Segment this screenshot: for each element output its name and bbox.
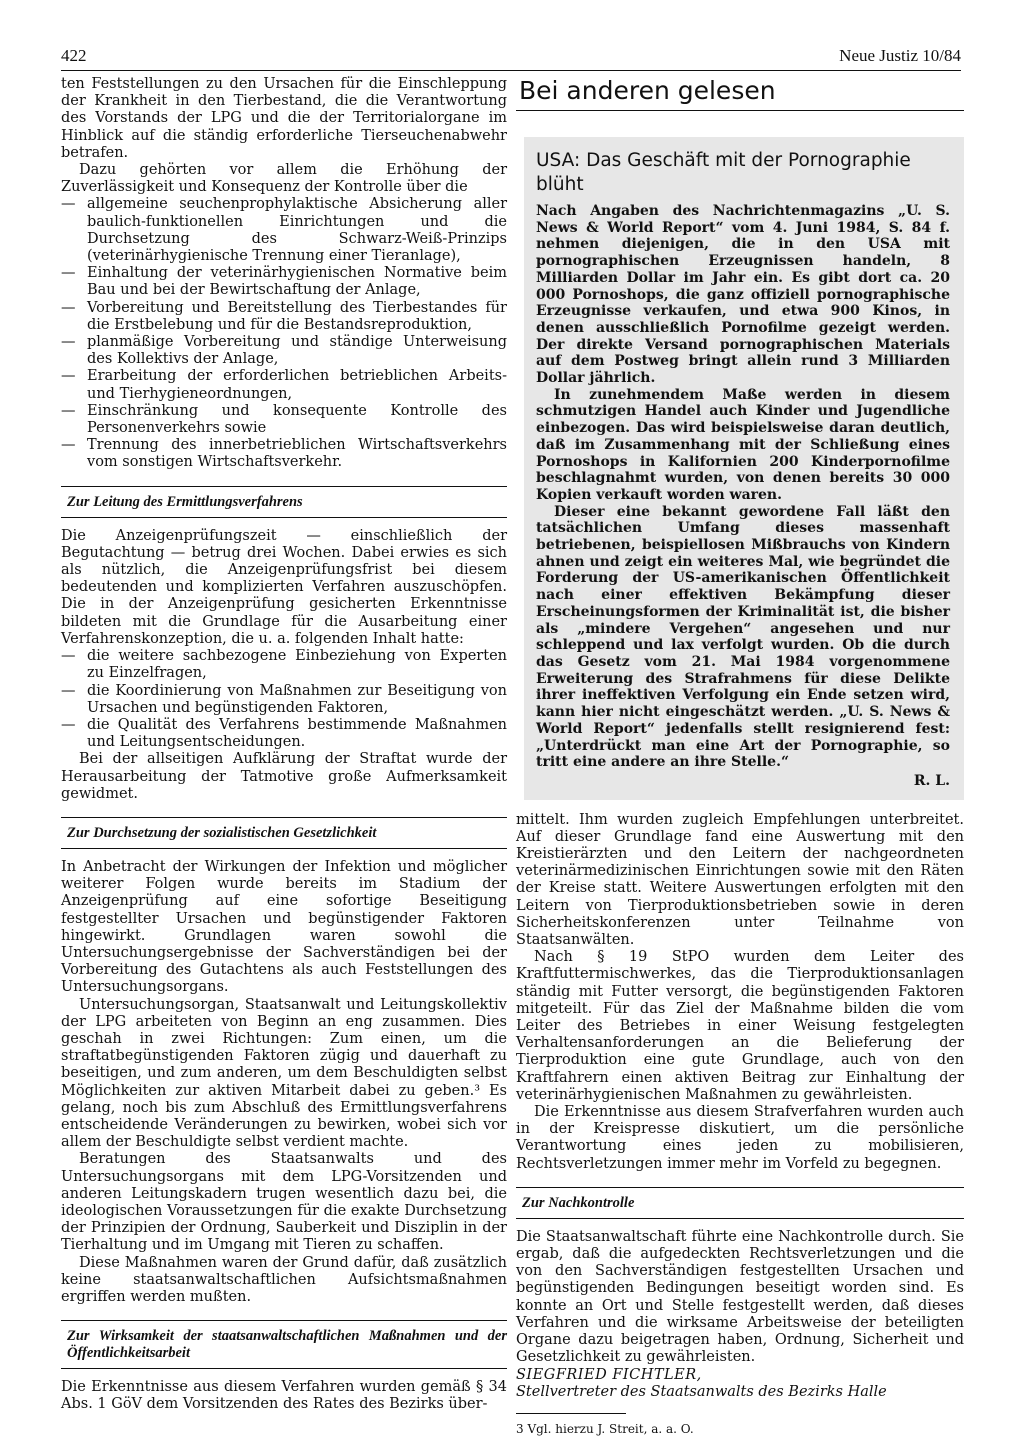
paragraph: Beratungen des Staatsanwalts und des Untersuchungsorgans mit dem LPG-Vorsitzenden und anderen Leitungskadern trugen wesentlich dazu bei, die ideologischen Voraussetzungen für die exakte Durchsetzung der Prinzipien der Ordnung, Sauberkeit und Disziplin in der Tierhaltung und im Umgang mit Tieren zu schaffen. bbox=[61, 1151, 507, 1254]
page-header bbox=[61, 44, 961, 71]
rubric-rule bbox=[516, 110, 964, 111]
list-item: — die weitere sachbezogene Einbeziehung von Experten zu Einzelfragen, bbox=[61, 648, 507, 682]
paragraph: Untersuchungsorgan, Staatsanwalt und Leitungskollektiv der LPG arbeiteten von Beginn an eng zusammen. Dies geschah in zwei Richtungen: Zum einen, um die straftatbegünstigenden Faktoren zügig und dauerhaft zu beseitigen, und zum anderen, um dem Beschuldigten selbst Möglichkeiten zur aktiven Mitarbeit dabei zu geben.³ Es gelang, noch bis zum Abschluß des Ermittlungsverfahrens entscheidende Veränderungen zu bewirken, wobei sich vor allem der Beschuldigte selbst verdient machte. bbox=[61, 996, 507, 1151]
paragraph: Die Erkenntnisse aus diesem Strafverfahren wurden auch in der Kreispresse diskutiert, um die persönliche Verantwortung eines jeden zu mobilisieren, Rechtsverletzungen immer mehr im Vorfeld zu begegnen. bbox=[516, 1104, 964, 1172]
list-item: — Erarbeitung der erforderlichen betrieblichen Arbeits- und Tierhygieneordnungen, bbox=[61, 368, 507, 402]
paragraph: Bei der allseitigen Aufklärung der Straftat wurde der Herausarbeitung der Tatmotive große Aufmerksamkeit gewidmet. bbox=[61, 751, 507, 802]
paragraph: Dazu gehörten vor allem die Erhöhung der Zuverlässigkeit und Konsequenz der Kontrolle über die bbox=[61, 162, 507, 196]
list-item: — die Koordinierung von Maßnahmen zur Beseitigung von Ursachen und begünstigenden Faktoren, bbox=[61, 683, 507, 717]
paragraph: Die Anzeigenprüfungszeit — einschließlich der Begutachtung — betrug drei Wochen. Dabei erwies es sich als nützlich, die Anzeigenprüfungsfrist bei diesem bedeutenden und komplizierten Verfahren auszuschöpfen. Die in der Anzeigenprüfung gesicherten Erkenntnisse bildeten mit die Grundlage für die Ausarbeitung einer Verfahrenskonzeption, die u. a. folgenden Inhalt hatte: bbox=[61, 527, 507, 647]
left-column bbox=[61, 76, 507, 1414]
paragraph: Die Staatsanwaltschaft führte eine Nachkontrolle durch. Sie ergab, daß die aufgedeckten Rechtsverletzungen und die von den Sachverständigen festgestellten Ursachen und begünstigenden Bedingungen beseitigt worden sind. Es konnte an Ort und Stelle festgestellt werden, daß dieses Verfahren und die wirksame Arbeitsweise der beteiligten Organe dazu beigetragen haben, Ordnung, Sicherheit und Gesetzlichkeit zu gewährleisten. bbox=[516, 1228, 964, 1366]
paragraph: In Anbetracht der Wirkungen der Infektion und möglicher weiterer Folgen wurde bereits im Stadium der Anzeigenprüfung auf eine sofortige Beseitigung festgestellter Ursachen und begünstigender Faktoren hingewirkt. Grundlagen waren sowohl die Untersuchungsergebnisse der Sachverständigen bei der Vorbereitung des Gutachtens als auch Feststellungen des Untersuchungsorgans. bbox=[61, 858, 507, 996]
author-name: SIEGFRIED FICHTLER, bbox=[516, 1366, 702, 1383]
list-item: — Trennung des innerbetrieblichen Wirtschaftsverkehrs vom sonstigen Wirtschaftsverkehr. bbox=[61, 437, 507, 471]
list-item: — planmäßige Vorbereitung und ständige Unterweisung des Kollektivs der Anlage, bbox=[61, 334, 507, 368]
paragraph: mittelt. Ihm wurden zugleich Empfehlungen unterbreitet. Auf dieser Grundlage fand eine Auswertung mit den Kreistierärzten und den Leitern der nachgeordneten veterinärmedizinischen Einrichtungen sowie mit den Räten der Kreise statt. Weitere Auswertungen erfolgten mit den Leitern von Tierproduktionsbetrieben sowie in deren Sicherheitskonferenzen unter Teilnahme von Staatsanwälten. bbox=[516, 811, 964, 949]
section-heading-ermittlungsverfahren: Zur Leitung des Ermittlungsverfahrens bbox=[61, 486, 507, 518]
box-body bbox=[536, 203, 950, 790]
signature bbox=[516, 1367, 964, 1401]
paragraph: Nach Angaben des Nachrichtenmagazins „U. S. News & World Report“ vom 4. Juni 1984, S. 84 f. nehmen diejenigen, die in den USA mit pornographischen Erzeugnissen handeln, 8 Milliarden Dollar im Jahr ein. Es gibt dort ca. 20 000 Pornoshops, die ganz offiziell pornographische Erzeugnisse verkaufen, und etwa 900 Kinos, in denen ausschließlich Pornofilme gezeigt werden. Der direkte Versand pornographischen Materials auf dem Postweg bringt allein rund 3 Milliarden Dollar jährlich. bbox=[536, 203, 950, 387]
rubric-title: Bei anderen gelesen bbox=[519, 76, 776, 105]
box-title: USA: Das Geschäft mit der Pornographie blüht bbox=[536, 150, 911, 195]
list-item: — allgemeine seuchenprophylaktische Absicherung aller baulich-funktionellen Einrichtungen und die Durchsetzung des Schwarz-Weiß-Prinzips (veterinärhygienische Trennung einer Tieranlage), bbox=[61, 196, 507, 265]
list-item: — die Qualität des Verfahrens bestimmende Maßnahmen und Leitungsentscheidungen. bbox=[61, 717, 507, 751]
section-heading-gesetzlichkeit: Zur Durchsetzung der sozialistischen Gesetzlichkeit bbox=[61, 817, 507, 849]
author-title: Stellvertreter des Staatsanwalts des Bezirks Halle bbox=[516, 1383, 887, 1400]
sidebar-box-usa bbox=[524, 137, 964, 800]
paragraph: Nach § 19 StPO wurden dem Leiter des Kraftfuttermischwerkes, das die Tierproduktionsanlagen ständig mit Futter versorgt, die begünstigenden Faktoren mitgeteilt. Für das Ziel der Maßnahme bilden die vom Leiter des Betriebes in einer Weisung festgelegten Verhaltensanforderungen an die Belieferung der Tierproduktion eine gute Grundlage, auch von den Kraftfahrern einen aktiven Beitrag zur Einhaltung der veterinärhygienischen Maßnahmen zu gewährleisten. bbox=[516, 949, 964, 1103]
list-item: — Einschränkung und konsequente Kontrolle des Personenverkehrs sowie bbox=[61, 403, 507, 437]
list-item: — Einhaltung der veterinärhygienischen Normative beim Bau und bei der Bewirtschaftung der Anlage, bbox=[61, 265, 507, 299]
section-heading-wirksamkeit: Zur Wirksamkeit der staatsanwaltschaftlichen Maßnahmen und der Öffentlichkeitsarbeit bbox=[61, 1320, 507, 1369]
paragraph: Dieser eine bekannt gewordene Fall läßt den tatsächlichen Umfang dieses massenhaft betriebenen, beispiellosen Mißbrauchs von Kindern ahnen und zeigt ein weiteres Mal, wie begründet die Forderung der US-amerikanischen Öffentlichkeit nach einer effektiven Bekämpfung dieser Erscheinungsformen der Kriminalität ist, die bisher als „mindere Vergehen“ angesehen und nur schleppend und lax verfolgt wurden. Ob die durch das Gesetz vom 21. Mai 1984 vorgenommene Erweiterung des Strafrahmens für diese Delikte ihrer ineffektiven Verfolgung ein Ende setzen wird, kann hier nicht eingeschätzt werden. „U. S. News & World Report“ jedenfalls stellt resignierend fest: „Unterdrückt man eine Art der Pornographie, so tritt eine andere an ihre Stelle.“ bbox=[536, 503, 950, 771]
list-item: — Vorbereitung und Bereitstellung des Tierbestandes für die Erstbelebung und für die Bestandsreproduktion, bbox=[61, 300, 507, 334]
journal-issue: Neue Justiz 10/84 bbox=[839, 46, 961, 65]
footnote-rule bbox=[516, 1413, 626, 1414]
concept-list bbox=[61, 648, 507, 751]
control-list bbox=[61, 196, 507, 471]
paragraph: ten Feststellungen zu den Ursachen für die Einschleppung der Krankheit in den Tierbestand, die die Verantwortung des Vorstands der LPG und die der Territorialorgane im Hinblick auf die ständig erforderliche Tierseuchenabwehr betrafen. bbox=[61, 76, 507, 161]
section-heading-nachkontrolle: Zur Nachkontrolle bbox=[516, 1187, 964, 1219]
paragraph: Die Erkenntnisse aus diesem Verfahren wurden gemäß § 34 Abs. 1 GöV dem Vorsitzenden des Rates des Bezirks über- bbox=[61, 1379, 507, 1413]
footnote: 3 Vgl. hierzu J. Streit, a. a. O. bbox=[516, 1421, 694, 1436]
box-signoff: R. L. bbox=[913, 772, 950, 789]
continuation-text bbox=[516, 812, 964, 1437]
page-number: 422 bbox=[61, 46, 87, 65]
paragraph: In zunehmendem Maße werden in diesem schmutzigen Handel auch Kinder und Jugendliche einbezogen. Das wird beispielsweise daran deutlich, daß im Zusammenhang mit der Schließung eines Pornoshops in Kalifornien 200 Kinderpornofilme beschlagnahmt wurden, von denen bereits 30 000 Kopien verkauft worden waren. bbox=[536, 386, 950, 503]
paragraph: Diese Maßnahmen waren der Grund dafür, daß zusätzlich keine staatsanwaltschaftlichen Aufsichtsmaßnahmen ergriffen werden mußten. bbox=[61, 1254, 507, 1305]
right-column bbox=[516, 76, 964, 1437]
